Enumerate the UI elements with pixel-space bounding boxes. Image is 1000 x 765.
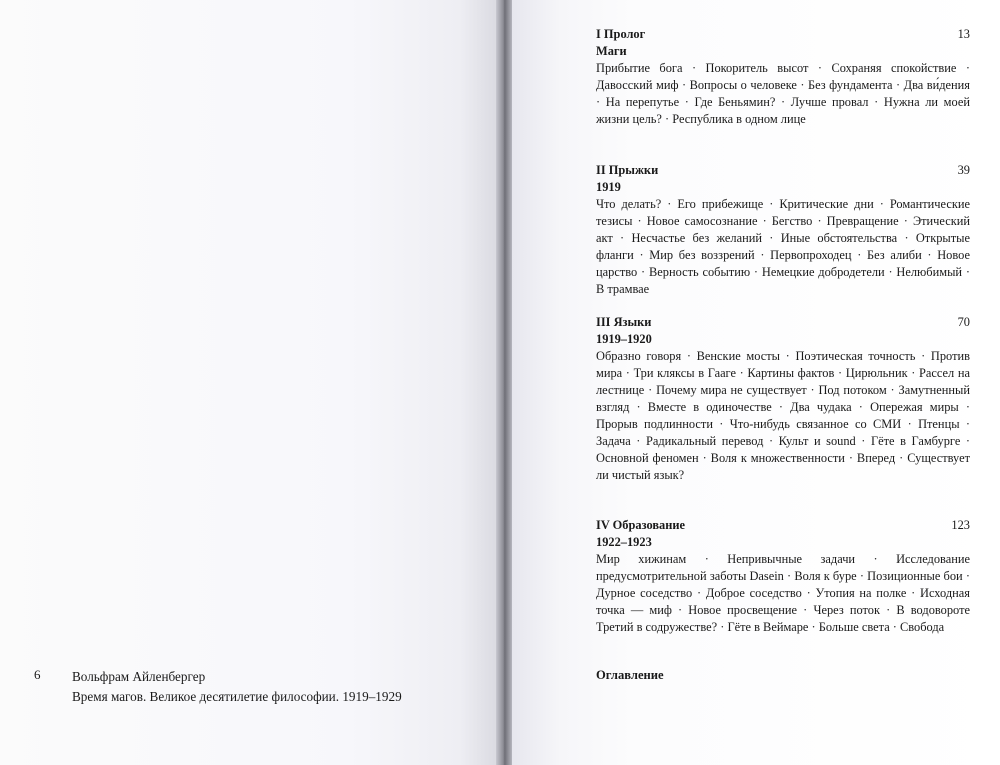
chapter-page: 13 <box>957 27 970 41</box>
chapter-page: 39 <box>957 163 970 177</box>
chapter-sections: Образно говоря · Венские мосты · Поэтическая точность · Против мира · Три кляксы в Гааге · Картины фактов · Цирюльник · Рассел на лестнице · Почему мира не существует · Под потоком · Замутненный взгляд · Вместе в одиночестве · Два чудака · Опережая миры · Прорыв подлинности · Что-нибудь связанное со СМИ · Птенцы · Задача · Радикальный перевод · Культ и sound · Гёте в Гамбурге · Основной феномен · Воля к множественности · Вперед · Существует ли чистый язык? <box>596 349 970 482</box>
chapter-sections: Мир хижинам · Непривычные задачи · Исследование предусмотрительной заботы Dasein · Воля к буре · Позиционные бои · Дурное соседство · Доброе соседство · Утопия на полке · Исходная точка — миф · Новое просвещение · Через поток · В водовороте Третий в содружестве? · Гёте в Веймаре · Больше света · Свобода <box>596 552 970 634</box>
chapter-page: 123 <box>951 518 970 532</box>
chapter-title: II Прыжки <box>596 163 659 177</box>
chapter-subtitle: 1919 <box>596 180 621 194</box>
running-footer <box>72 667 402 707</box>
author-name: Вольфрам Айленбергер <box>72 669 206 684</box>
chapter-title: I Пролог <box>596 27 646 41</box>
chapter-subtitle: 1922–1923 <box>596 535 652 549</box>
running-footer-toc: Оглавление <box>596 668 664 682</box>
chapter-page: 70 <box>957 315 970 329</box>
chapter-subtitle: Маги <box>596 44 627 58</box>
toc-chapter-3 <box>596 314 970 484</box>
toc-chapter-1 <box>596 26 970 128</box>
book-gutter <box>496 0 512 765</box>
chapter-sections: Прибытие бога · Покоритель высот · Сохраняя спокойствие · Давосский миф · Вопросы о человеке · Без фундамента · Два ви́дения · На перепутье · Где Беньямин? · Лучше провал · Нужна ли моей жизни цель? · Республика в одном лице <box>596 61 970 126</box>
chapter-subtitle: 1919–1920 <box>596 332 652 346</box>
chapter-title: IV Образование <box>596 518 686 532</box>
page-number: 6 <box>34 667 41 682</box>
chapter-title: III Языки <box>596 315 652 329</box>
toc-chapter-2 <box>596 162 970 298</box>
toc-chapter-4 <box>596 517 970 636</box>
book-title: Время магов. Великое десятилетие философии. 1919–1929 <box>72 689 402 704</box>
chapter-sections: Что делать? · Его прибежище · Критические дни · Романтические тезисы · Новое самосознание · Бегство · Превращение · Этический акт · Несчастье без желаний · Иные обстоятельства · Открытые фланги · Мир без воззрений · Первопроходец · Без алиби · Новое царство · Верность событию · Немецкие добродетели · Нелюбимый · В трамвае <box>596 197 970 296</box>
